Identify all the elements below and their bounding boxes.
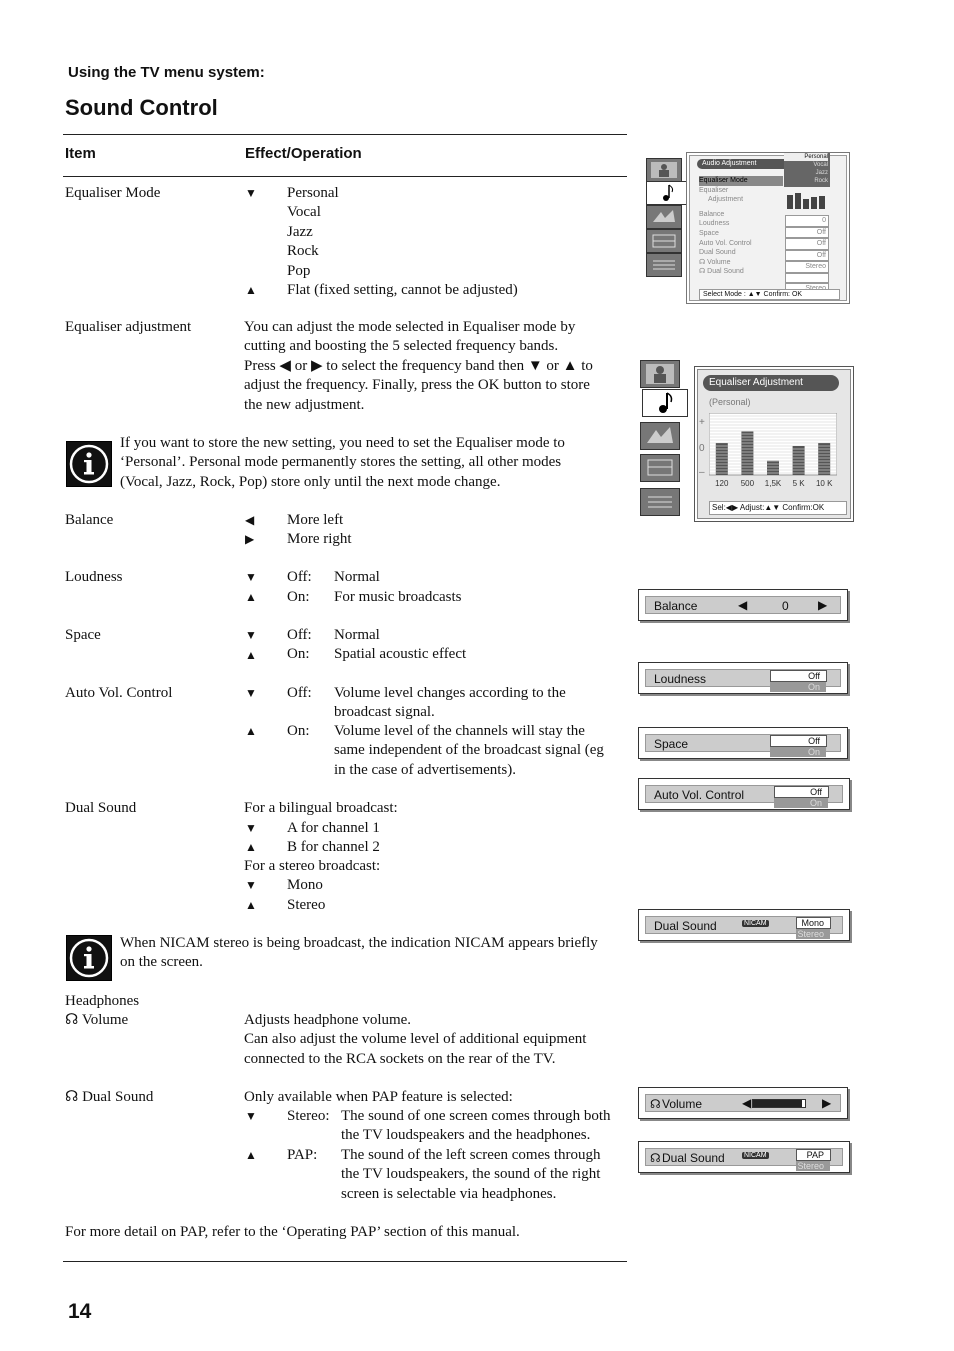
- note-store-setting: [120, 434, 628, 492]
- column-header-effect: Effect/Operation: [245, 145, 362, 162]
- dual-stereo-intro: For a stereo broadcast:: [244, 858, 381, 874]
- tab-sound[interactable]: [646, 181, 688, 205]
- menu-item-balance[interactable]: Balance: [699, 210, 725, 218]
- headphone-icon: ☊: [699, 268, 706, 276]
- left-arrow-icon[interactable]: ◀: [738, 598, 748, 612]
- info-icon: [66, 441, 112, 487]
- text-line: cutting and boosting the 5 selected frequency bands.: [244, 338, 559, 355]
- headphone-icon: ☊: [699, 258, 706, 266]
- equaliser-footer: Sel:◀▶ Adjust:▲▼ Confirm:OK: [709, 501, 847, 515]
- dual-bilingual: For a bilingual broadcast:: [244, 800, 398, 816]
- headphone-volume-text: [244, 1011, 586, 1069]
- left-arrow-icon[interactable]: ◀: [742, 1096, 752, 1110]
- item-balance: Balance: [65, 512, 114, 528]
- mode-option: Rock: [287, 243, 319, 260]
- item-headphone-volume: [65, 1011, 128, 1030]
- info-icon: [66, 935, 112, 981]
- mode-dropdown-option[interactable]: Personal: [784, 153, 828, 161]
- text-line: Press ◀ or ▶ to select the frequency band then ▼ or ▲ to: [244, 357, 593, 374]
- on-key: On:: [287, 723, 310, 739]
- text-line: on the screen.: [120, 954, 203, 971]
- mode-option: Pop: [287, 262, 311, 279]
- headphone-volume-label: Volume: [81, 1012, 129, 1028]
- text-line: broadcast signal.: [334, 704, 435, 721]
- audio-menu-values: [785, 215, 829, 295]
- text-line: The sound of the left screen comes through: [341, 1147, 601, 1163]
- hp-volume-label: Volume: [662, 1097, 703, 1111]
- tab-setup[interactable]: [640, 454, 680, 482]
- menu-item-label: Dual Sound: [707, 268, 744, 276]
- item-space: Space: [65, 627, 101, 643]
- on-key: On:: [287, 646, 310, 662]
- mode-dropdown-option[interactable]: Vocal: [813, 162, 828, 168]
- hp-dual-bar[interactable]: [645, 1148, 843, 1171]
- auto-vol-off-text: [334, 684, 566, 723]
- option-selected[interactable]: Mono: [796, 917, 831, 929]
- dual-stereo: Stereo: [287, 897, 326, 913]
- space-screen: [638, 727, 848, 759]
- item-dual-sound: Dual Sound: [65, 800, 137, 816]
- up-arrow-icon: ▲: [245, 283, 257, 297]
- value-balance: 0: [785, 215, 829, 227]
- down-arrow-icon: ▼: [245, 628, 257, 642]
- space-bar[interactable]: [645, 734, 841, 757]
- page-number: 14: [68, 1300, 92, 1323]
- text-line: Can also adjust the volume level of additional equipment: [244, 1031, 587, 1048]
- mode-flat: Flat (fixed setting, cannot be adjusted): [287, 282, 518, 299]
- menu-item-equaliser-mode[interactable]: Equaliser Mode: [699, 176, 783, 186]
- scale-minus: –: [699, 467, 705, 478]
- balance-value: 0: [782, 599, 789, 613]
- header-bottom-rule: [63, 176, 627, 177]
- tab-picture[interactable]: [640, 360, 680, 388]
- mode-option: Jazz: [287, 223, 313, 240]
- tab-install[interactable]: [646, 253, 682, 277]
- dual-mono: Mono: [287, 877, 323, 893]
- option-alternate[interactable]: On: [770, 682, 826, 692]
- loudness-on: For music broadcasts: [334, 589, 462, 605]
- scale-plus: +: [699, 417, 705, 428]
- off-key: Off:: [287, 685, 312, 701]
- off-key: Off:: [287, 627, 312, 643]
- option-alternate[interactable]: On: [770, 747, 826, 757]
- item-auto-vol-control: Auto Vol. Control: [65, 685, 173, 701]
- item-equaliser-adjustment: Equaliser adjustment: [65, 319, 192, 335]
- eq-band-label: 500: [740, 479, 755, 488]
- text-line: ‘Personal’. Personal mode permanently stores the setting, all other modes: [120, 454, 562, 471]
- menu-item-auto-vol[interactable]: Auto Vol. Control: [699, 239, 752, 247]
- equaliser-screen: [636, 360, 854, 522]
- right-arrow-icon: ▶: [245, 532, 255, 546]
- footer-note: For more detail on PAP, refer to the ‘Operating PAP’ section of this manual.: [65, 1224, 520, 1240]
- section-label: Using the TV menu system:: [68, 64, 265, 81]
- item-loudness: Loudness: [65, 569, 123, 585]
- mode-dropdown-option[interactable]: Rock: [814, 178, 828, 184]
- mode-dropdown[interactable]: [784, 153, 830, 187]
- down-arrow-icon: ▼: [245, 1109, 257, 1123]
- text-line: in the case of advertisements).: [334, 761, 517, 778]
- headphone-icon: ☊: [650, 1097, 661, 1111]
- item-equaliser-mode: Equaliser Mode: [65, 185, 161, 201]
- balance-screen: [638, 589, 848, 621]
- loudness-off: Normal: [334, 569, 380, 585]
- stereo-key: Stereo:: [287, 1108, 330, 1124]
- volume-fill: [753, 1100, 802, 1107]
- dual-sound-screen: [638, 909, 850, 941]
- text-line: Volume level of the channels will stay the: [334, 723, 585, 739]
- hp-pap-text: [341, 1146, 601, 1204]
- headphone-dual-label: Dual Sound: [82, 1089, 154, 1105]
- text-line: adjust the frequency. Finally, press the OK button to store: [244, 377, 590, 394]
- option-selected[interactable]: Off: [770, 670, 827, 682]
- text-line: Volume level changes according to the: [334, 685, 566, 701]
- scale-zero: 0: [699, 443, 705, 454]
- equaliser-bands-chart[interactable]: [709, 413, 837, 493]
- bottom-rule: [63, 1261, 627, 1262]
- up-arrow-icon: ▲: [245, 590, 257, 604]
- audio-menu-footer: Select Mode : ▲▼ Confirm: OK: [699, 289, 840, 300]
- option-selected[interactable]: PAP: [796, 1149, 831, 1161]
- value-loudness: Off: [785, 227, 829, 239]
- balance-right: More right: [287, 531, 352, 547]
- menu-item-loudness[interactable]: Loudness: [699, 220, 730, 228]
- option-alternate[interactable]: Stereo: [796, 1161, 830, 1171]
- text-line: If you want to store the new setting, you need to set the Equaliser mode to: [120, 435, 565, 451]
- column-header-item: Item: [65, 145, 96, 162]
- menu-item-adjustment[interactable]: Adjustment: [708, 196, 744, 204]
- down-arrow-icon: ▼: [245, 186, 257, 200]
- note-nicam: [120, 934, 630, 973]
- text-line: the new adjustment.: [244, 396, 365, 413]
- mode-list: [287, 184, 518, 300]
- hp-volume-screen: [638, 1087, 848, 1119]
- auto-vol-label: Auto Vol. Control: [654, 788, 745, 802]
- down-arrow-icon: ▼: [245, 686, 257, 700]
- hp-stereo-text: [341, 1107, 611, 1146]
- hp-dual-intro: Only available when PAP feature is selected:: [244, 1089, 513, 1105]
- balance-label: Balance: [654, 599, 698, 613]
- dual-sound-label: Dual Sound: [654, 919, 717, 933]
- eq-band-label: 5 K: [792, 479, 805, 488]
- tab-picture[interactable]: [646, 158, 682, 182]
- loudness-label: Loudness: [654, 672, 707, 686]
- option-selected[interactable]: Off: [770, 735, 827, 747]
- item-headphones: Headphones: [65, 993, 140, 1009]
- tab-sound[interactable]: [642, 389, 688, 417]
- up-arrow-icon: ▲: [245, 898, 257, 912]
- value-dual-sound: Stereo: [785, 261, 829, 273]
- on-key: On:: [287, 589, 310, 605]
- headphone-icon: ☊: [65, 1089, 79, 1105]
- off-key: Off:: [287, 569, 312, 585]
- value-space: Off: [785, 238, 829, 250]
- tab-features[interactable]: [646, 205, 682, 229]
- text-line: You can adjust the mode selected in Equaliser mode by: [244, 319, 576, 335]
- nicam-badge: NICAM: [744, 1152, 767, 1159]
- audio-menu-items: [699, 176, 783, 277]
- down-arrow-icon: ▼: [245, 821, 257, 835]
- volume-track[interactable]: [752, 1099, 806, 1108]
- tab-features[interactable]: [640, 422, 680, 450]
- mode-option: Personal: [287, 185, 339, 201]
- option-alternate[interactable]: On: [774, 798, 828, 808]
- space-label: Space: [654, 737, 689, 751]
- text-line: The sound of one screen comes through both: [341, 1108, 611, 1124]
- hp-volume-bar[interactable]: [645, 1094, 841, 1112]
- audio-menu-panel: [686, 152, 850, 304]
- eq-band-label: 120: [715, 479, 729, 488]
- text-line: same independent of the broadcast signal (eg: [334, 742, 604, 759]
- text-line: the TV loudspeakers, the sound of the right: [341, 1166, 601, 1183]
- text-line: the TV loudspeakers and the headphones.: [341, 1127, 591, 1144]
- auto-vol-screen: [638, 778, 850, 810]
- mode-option: Vocal: [287, 204, 321, 221]
- menu-item-equaliser[interactable]: Equaliser: [699, 186, 729, 194]
- menu-item-hp-dual[interactable]: [699, 267, 783, 277]
- eq-band-bar[interactable]: [793, 446, 805, 475]
- loudness-bar[interactable]: [645, 669, 841, 692]
- up-arrow-icon: ▲: [245, 724, 257, 738]
- hp-dual-screen: [638, 1141, 850, 1173]
- left-arrow-icon: ◀: [245, 513, 255, 527]
- eq-band-label: 10 K: [815, 479, 833, 488]
- item-headphone-dual-sound: [65, 1088, 153, 1107]
- right-arrow-icon[interactable]: ▶: [818, 598, 828, 612]
- dual-b: B for channel 2: [287, 839, 380, 855]
- menu-item-space[interactable]: Space: [699, 229, 719, 237]
- balance-bar[interactable]: [645, 596, 841, 614]
- equaliser-panel: [694, 366, 854, 522]
- value-auto-vol: Off: [785, 250, 829, 262]
- up-arrow-icon: ▲: [245, 648, 257, 662]
- eq-band-label: 1,5K: [764, 479, 782, 488]
- headphone-icon: ☊: [650, 1151, 661, 1165]
- page-title: Sound Control: [65, 95, 218, 120]
- up-arrow-icon: ▲: [245, 840, 257, 854]
- down-arrow-icon: ▼: [245, 570, 257, 584]
- space-on: Spatial acoustic effect: [334, 646, 467, 662]
- mini-eq-icon: [785, 189, 829, 209]
- text-line: (Vocal, Jazz, Rock, Pop) store only until the next mode change.: [120, 473, 501, 490]
- dual-sound-bar[interactable]: [645, 916, 843, 939]
- tab-setup[interactable]: [646, 229, 682, 253]
- up-arrow-icon: ▲: [245, 1148, 257, 1162]
- equaliser-title: Equaliser Adjustment: [703, 375, 839, 391]
- auto-vol-on-text: [334, 722, 604, 780]
- loudness-screen: [638, 662, 848, 694]
- audio-menu-title: Audio Adjustment: [697, 159, 790, 169]
- nicam-badge: NICAM: [744, 920, 767, 927]
- right-arrow-icon[interactable]: ▶: [822, 1096, 832, 1110]
- pap-key: PAP:: [287, 1147, 318, 1163]
- tab-install[interactable]: [640, 488, 680, 516]
- balance-left: More left: [287, 512, 344, 528]
- menu-item-label: Volume: [707, 258, 731, 266]
- equaliser-mode-label: (Personal): [709, 397, 751, 407]
- table-top-rule: [63, 134, 627, 135]
- headphone-icon: ☊: [65, 1012, 79, 1028]
- auto-vol-bar[interactable]: [645, 785, 843, 808]
- text-line: When NICAM stereo is being broadcast, the indication NICAM appears briefly: [120, 935, 598, 951]
- menu-item-hp-volume[interactable]: [699, 258, 783, 268]
- option-selected[interactable]: Off: [774, 786, 829, 798]
- menu-item-dual-sound[interactable]: Dual Sound: [699, 249, 736, 257]
- space-off: Normal: [334, 627, 380, 643]
- option-alternate[interactable]: Stereo: [796, 929, 830, 939]
- eq-band-bar[interactable]: [741, 432, 753, 476]
- hp-dual-label: Dual Sound: [662, 1151, 725, 1165]
- value-hp-volume: [785, 273, 829, 283]
- dual-a: A for channel 1: [287, 820, 380, 836]
- mode-dropdown-option[interactable]: Jazz: [815, 170, 828, 176]
- audio-menu-screen: [642, 152, 850, 304]
- text-line: Adjusts headphone volume.: [244, 1012, 412, 1028]
- down-arrow-icon: ▼: [245, 878, 257, 892]
- equaliser-adjustment-text: [244, 318, 628, 415]
- text-line: connected to the RCA sockets on the rear of the TV.: [244, 1050, 556, 1067]
- text-line: screen is selectable via headphones.: [341, 1185, 557, 1202]
